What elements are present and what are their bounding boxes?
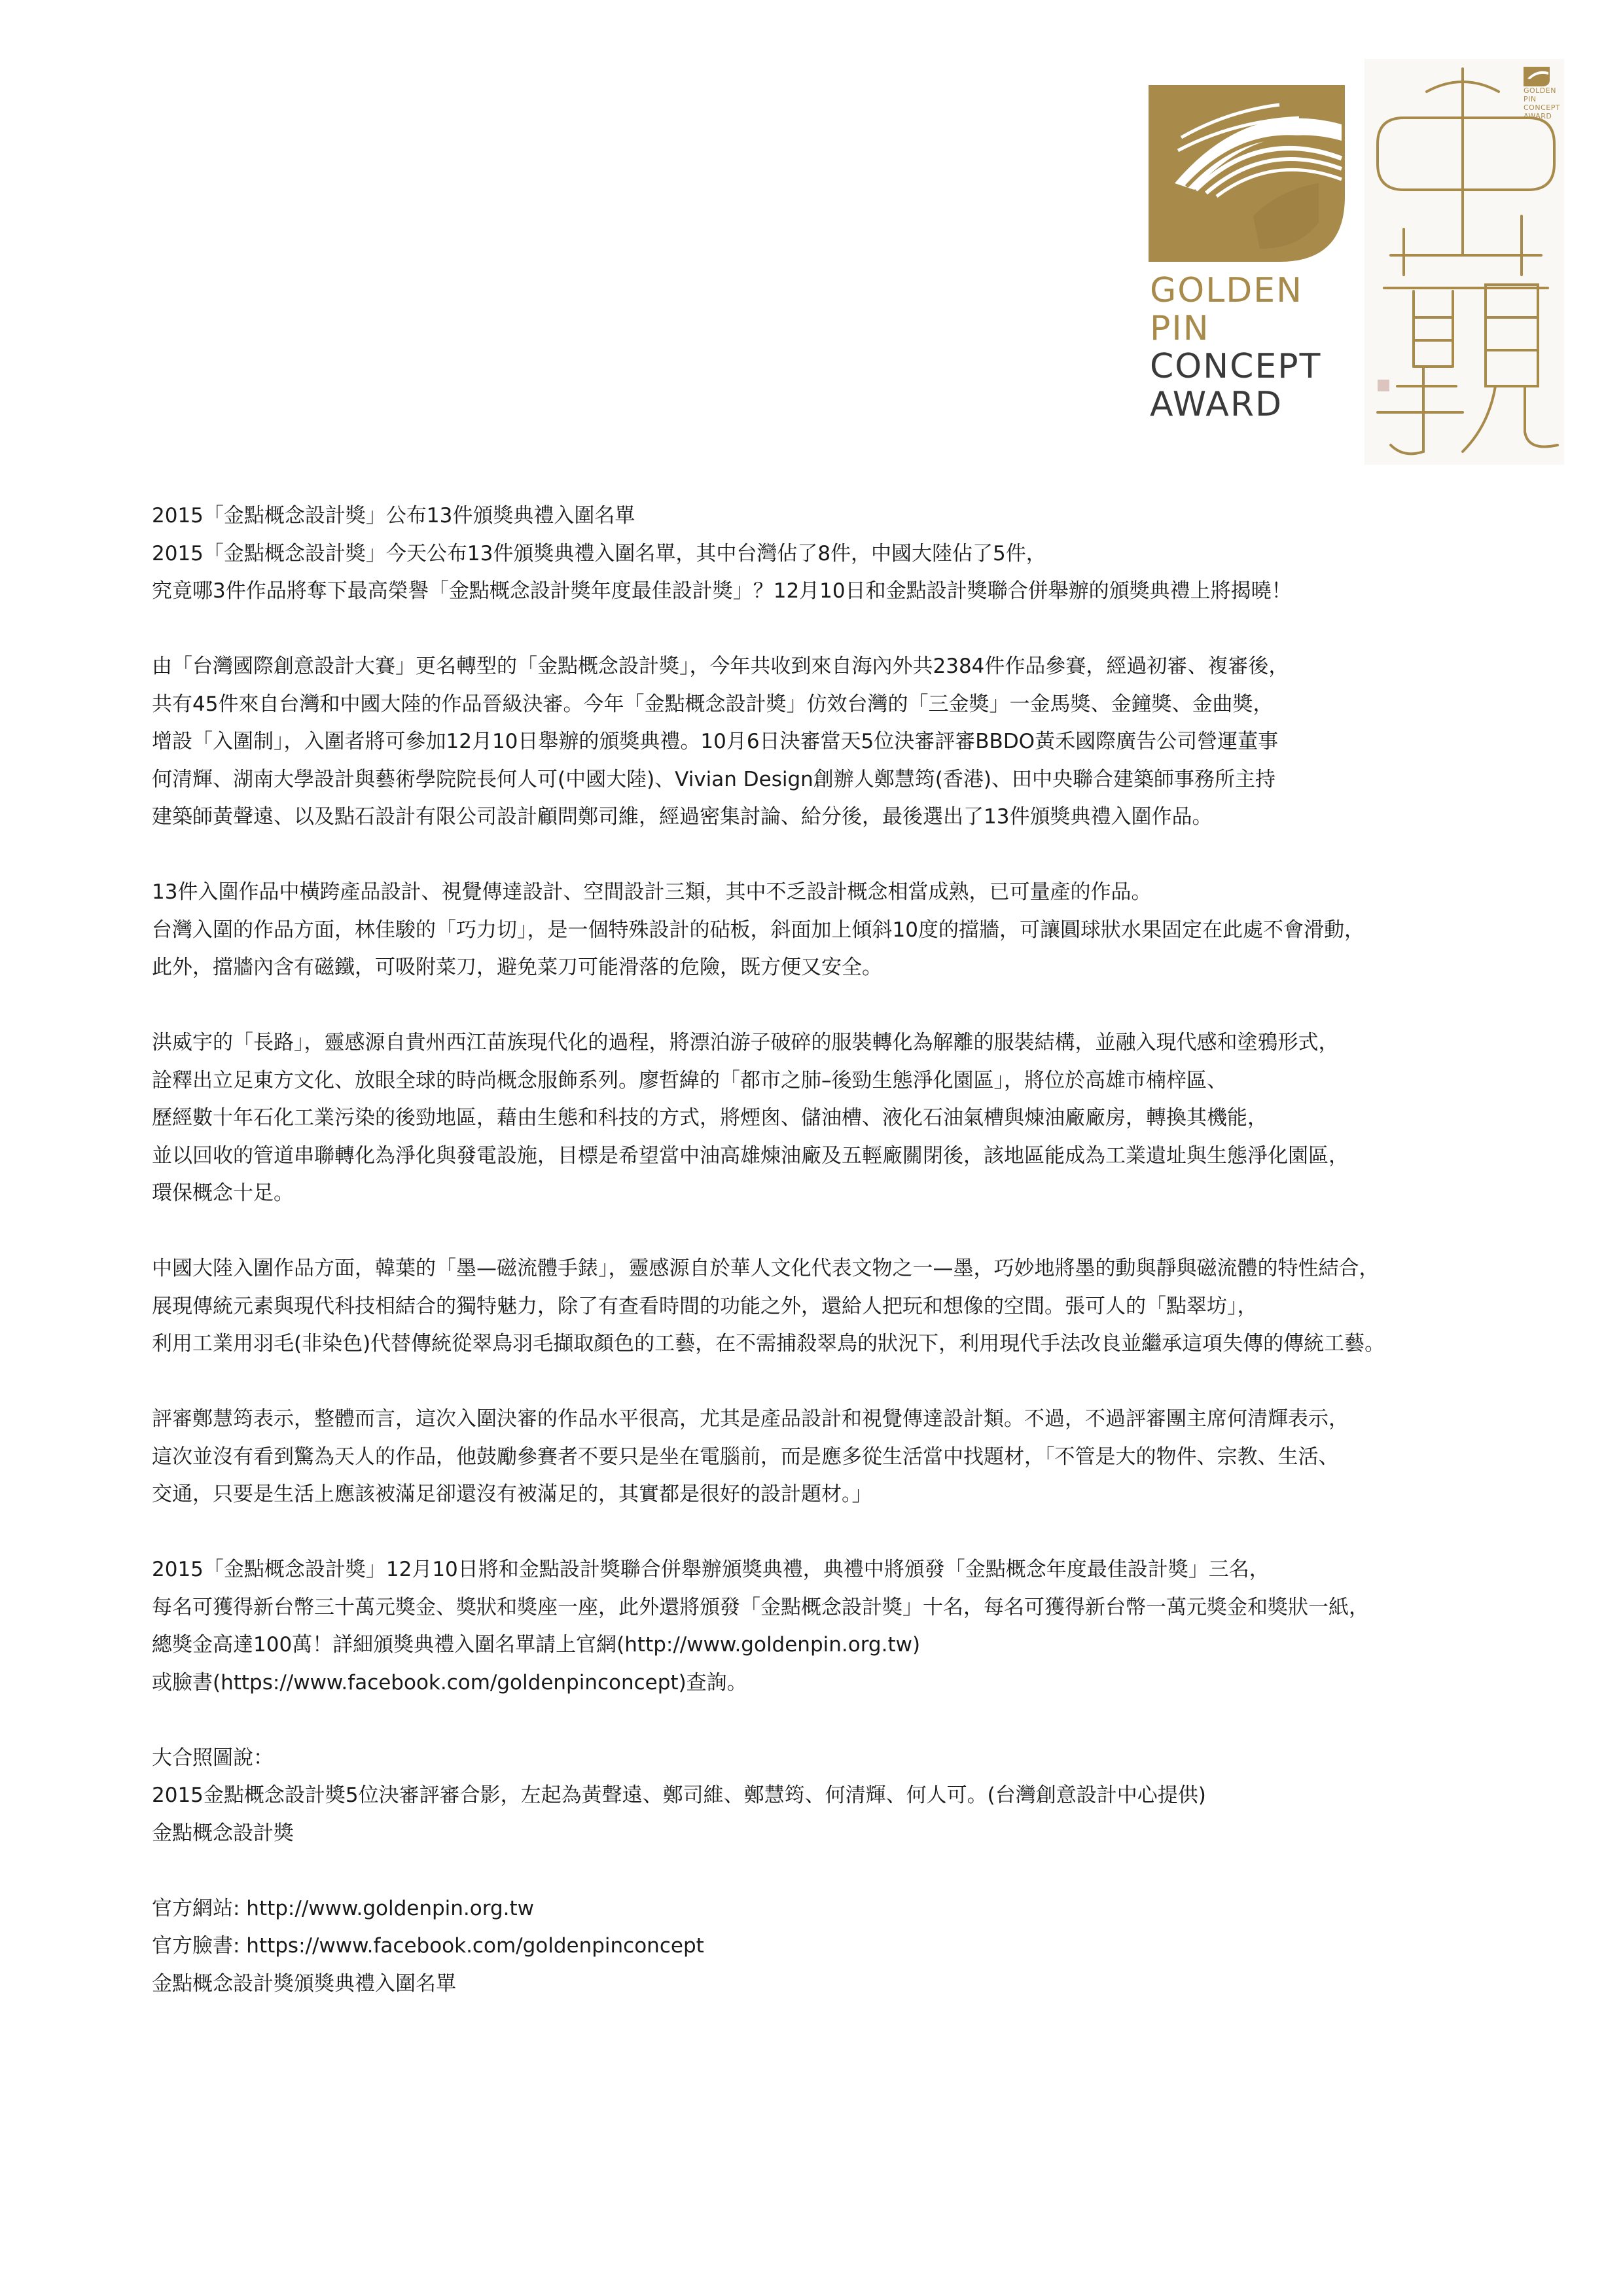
article-line: 由「台灣國際創意設計大賽」更名轉型的「金點概念設計獎」，今年共收到來自海內外共2384件作品參賽，經過初審、複審後，	[152, 655, 1289, 678]
article-line: 環保概念十足。	[152, 1181, 294, 1205]
article-line: 總獎金高達100萬！詳細頒獎典禮入圍名單請上官網(http://www.goldenpin.org.tw)	[152, 1633, 921, 1657]
article-line: 官方臉書: https://www.facebook.com/goldenpinconcept	[152, 1934, 704, 1958]
mini-logo-award: AWARD	[1524, 112, 1552, 120]
paragraph-gap	[152, 836, 1493, 874]
article-line: 中國大陸入圍作品方面，韓葉的「墨—磁流體手錶」，靈感源自於華人文化代表文物之一—墨，巧妙地將墨的動與靜與磁流體的特性結合，	[152, 1257, 1380, 1280]
article-paragraph	[152, 1024, 1493, 1213]
paragraph-gap	[152, 1363, 1493, 1401]
article-line: 2015「金點概念設計獎」今天公布13件頒獎典禮入圍名單，其中台灣佔了8件，中國大陸佔了5件，	[152, 541, 1046, 565]
article-line: 增設「入圍制」，入圍者將可參加12月10日舉辦的頒獎典禮。10月6日決審當天5位決審評審BBDO黃禾國際廣告公司營運董事	[152, 730, 1279, 753]
article-paragraph	[152, 874, 1493, 987]
article-line: 官方網站: http://www.goldenpin.org.tw	[152, 1896, 534, 1920]
article-line: 洪威宇的「長路」，靈感源自貴州西江苗族現代化的過程，將漂泊游子破碎的服裝轉化為解離的服裝結構，並融入現代感和塗鴉形式，	[152, 1031, 1339, 1054]
paragraph-gap	[152, 611, 1493, 649]
article-line: 大合照圖說：	[152, 1746, 274, 1770]
article-line: 共有45件來自台灣和中國大陸的作品晉級決審。今年「金點概念設計獎」仿效台灣的「三金獎」一金馬獎、金鐘獎、金曲獎，	[152, 692, 1274, 716]
article-line: 2015「金點概念設計獎」公布13件頒獎典禮入圍名單	[152, 504, 635, 528]
paragraph-gap	[152, 1514, 1493, 1552]
article-line: 每名可獲得新台幣三十萬元獎金、獎狀和獎座一座，此外還將頒發「金點概念設計獎」十名，每名可獲得新台幣一萬元獎金和獎狀一紙，	[152, 1595, 1369, 1619]
logo-word-concept: CONCEPT	[1150, 347, 1322, 386]
article-line: 建築師黃聲遠、以及點石設計有限公司設計顧問鄭司維，經過密集討論、給分後，最後選出了13件頒獎典禮入圍作品。	[152, 805, 1213, 829]
logo-word-award: AWARD	[1150, 385, 1283, 424]
golden-pin-logo	[1149, 85, 1345, 439]
article-line: 展現傳統元素與現代科技相結合的獨特魅力，除了有查看時間的功能之外，還給人把玩和想像的空間。張可人的「點翠坊」，	[152, 1294, 1258, 1318]
article-paragraph	[152, 1551, 1493, 1702]
mini-logo-golden: GOLDEN	[1524, 86, 1556, 95]
logo-word-pin: PIN	[1150, 309, 1210, 348]
seal-stamp-icon	[1378, 380, 1389, 391]
paragraph-gap	[152, 1213, 1493, 1251]
paragraph-gap	[152, 1852, 1493, 1890]
article-line: 或臉書(https://www.facebook.com/goldenpinconcept)查詢。	[152, 1670, 747, 1695]
article-paragraph	[152, 648, 1493, 836]
logo-wordmark	[1150, 272, 1359, 423]
article-line: 究竟哪3件作品將奪下最高榮譽「金點概念設計獎年度最佳設計獎」？12月10日和金點設計獎聯合併舉辦的頒獎典禮上將揭曉！	[152, 579, 1292, 603]
paragraph-gap	[152, 1702, 1493, 1740]
article-paragraph	[152, 497, 1493, 611]
article-line: 13件入圍作品中橫跨產品設計、視覺傳達設計、空間設計三類，其中不乏設計概念相當成熟，已可量產的作品。	[152, 880, 1152, 904]
article-line: 此外，擋牆內含有磁鐵，可吸附菜刀，避免菜刀可能滑落的危險，既方便又安全。	[152, 956, 882, 979]
article-line: 詮釋出立足東方文化、放眼全球的時尚概念服飾系列。廖哲緯的「都市之肺–後勁生態淨化園區」，將位於高雄市楠梓區、	[152, 1068, 1227, 1092]
article-line: 何清輝、湖南大學設計與藝術學院院長何人可(中國大陸)、Vivian Design創辦人鄭慧筠(香港)、田中央聯合建築師事務所主持	[152, 767, 1275, 791]
mini-logo	[1524, 67, 1563, 132]
mini-logo-pin: PIN	[1524, 95, 1537, 103]
article-line: 評審鄭慧筠表示，整體而言，這次入圍決審的作品水平很高，尤其是產品設計和視覺傳達設計類。不過，不過評審團主席何清輝表示，	[152, 1407, 1349, 1431]
article-line: 並以回收的管道串聯轉化為淨化與發電設施，目標是希望當中油高雄煉油廠及五輕廠關閉後，該地區能成為工業遺址與生態淨化園區，	[152, 1143, 1349, 1168]
article-line: 利用工業用羽毛(非染色)代替傳統從翠鳥羽毛擷取顏色的工藝，在不需捕殺翠鳥的狀況下，利用現代手法改良並繼承這項失傳的傳統工藝。	[152, 1332, 1385, 1355]
article-paragraph	[152, 1250, 1493, 1363]
paragraph-gap	[152, 987, 1493, 1025]
article-line: 2015金點概念設計獎5位決審評審合影，左起為黃聲遠、鄭司維、鄭慧筠、何清輝、何人可。(台灣創意設計中心提供)	[152, 1784, 1206, 1807]
logo-word-golden: GOLDEN	[1150, 271, 1303, 310]
article-line: 金點概念設計獎頒獎典禮入圍名單	[152, 1971, 456, 1996]
article-paragraph	[152, 1890, 1493, 2003]
article-line: 交通，只要是生活上應該被滿足卻還沒有被滿足的，其實都是很好的設計題材。」	[152, 1482, 872, 1506]
mini-logo-concept: CONCEPT	[1524, 103, 1561, 112]
article-line: 這次並沒有看到驚為天人的作品，他鼓勵參賽者不要只是坐在電腦前，而是應多從生活當中找題材，「不管是大的物件、宗教、生活、	[152, 1444, 1339, 1469]
article-line: 金點概念設計獎	[152, 1821, 294, 1845]
article-body	[152, 497, 1493, 2003]
article-line: 2015「金點概念設計獎」12月10日將和金點設計獎聯合併舉辦頒獎典禮，典禮中將頒發「金點概念年度最佳設計獎」三名，	[152, 1558, 1270, 1581]
article-paragraph	[152, 1401, 1493, 1514]
mini-emblem-icon	[1524, 67, 1550, 86]
article-line: 歷經數十年石化工業污染的後勁地區，藉由生態和科技的方式，將煙囪、儲油槽、液化石油氣槽與煉油廠廠房，轉換其機能，	[152, 1106, 1268, 1130]
article-line: 台灣入圍的作品方面，林佳駿的「巧力切」，是一個特殊設計的砧板，斜面加上傾斜10度的擋牆，可讓圓球狀水果固定在此處不會滑動，	[152, 918, 1364, 942]
golden-pin-emblem-icon	[1149, 85, 1345, 262]
article-paragraph	[152, 1740, 1493, 1853]
